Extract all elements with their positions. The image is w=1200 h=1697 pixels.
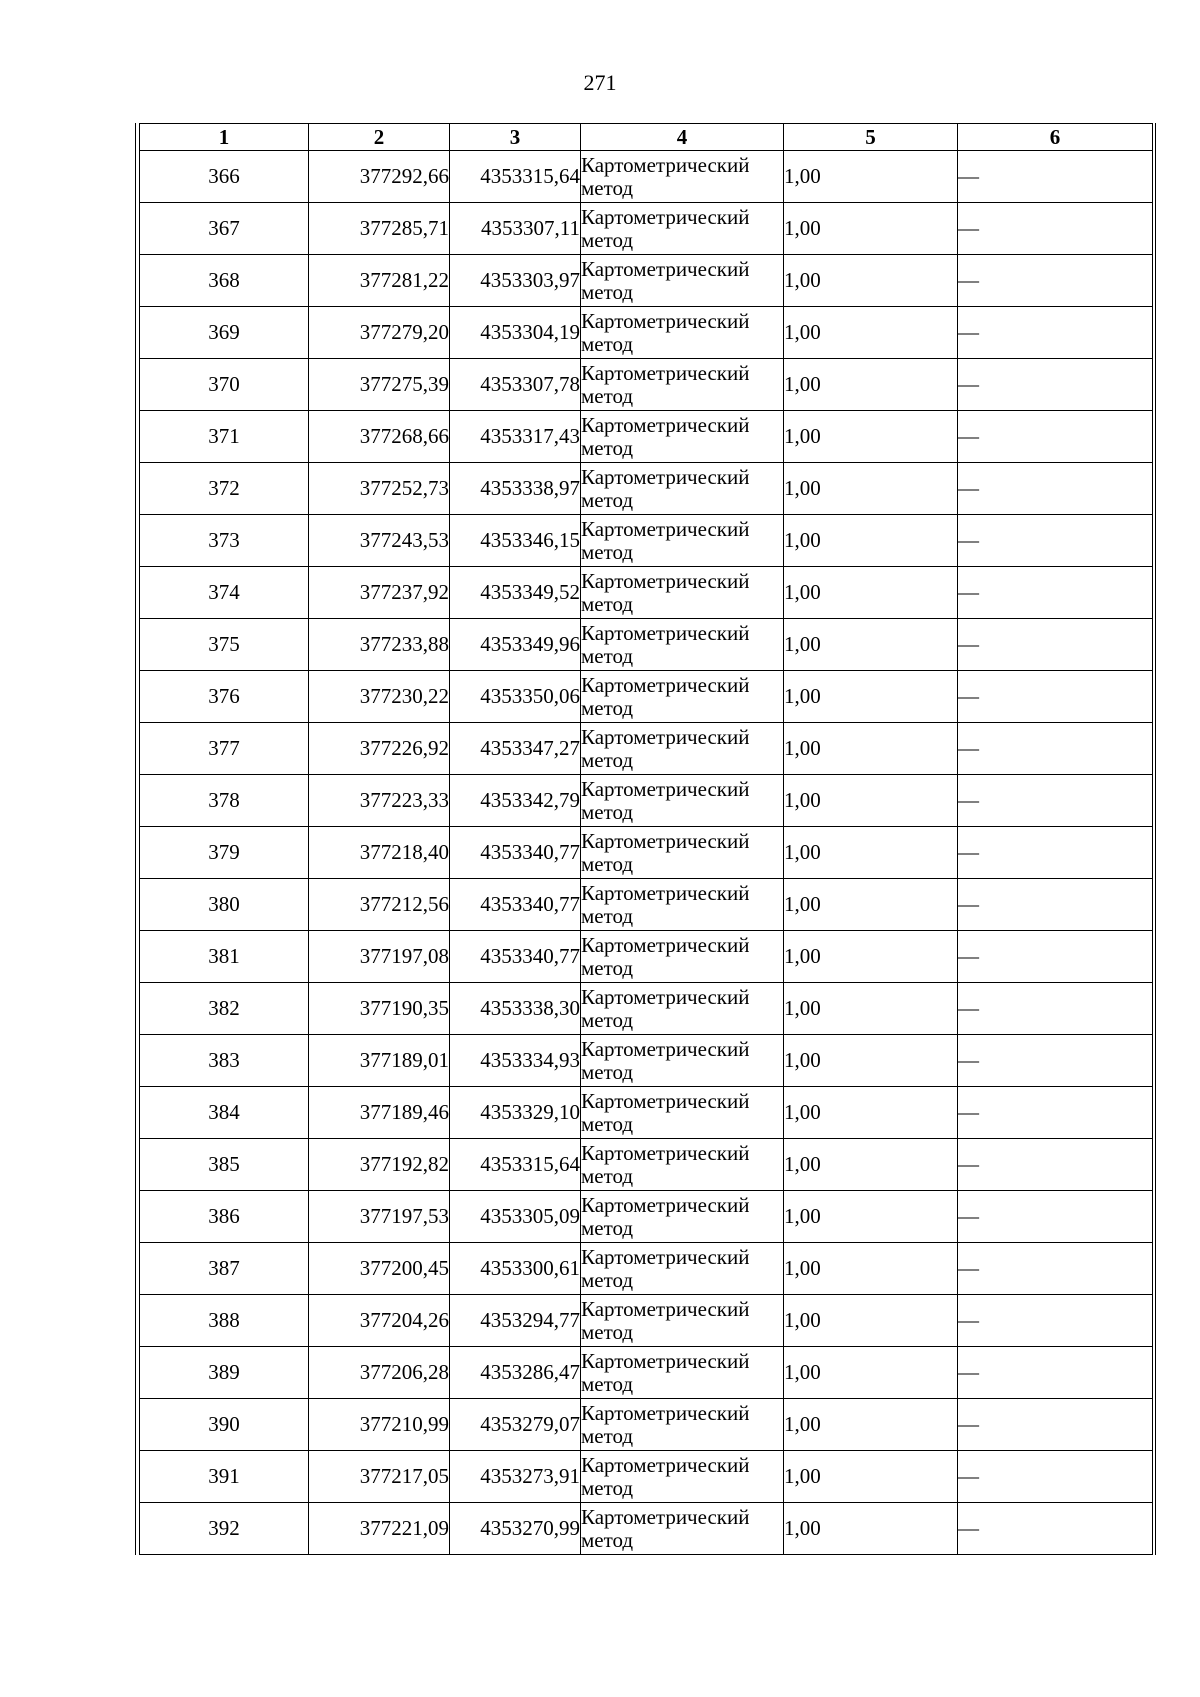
method-text-line1: Картометрический (581, 724, 750, 749)
accuracy-cell: 1,00 (784, 1503, 958, 1555)
point-number-cell: 372 (140, 463, 309, 515)
y-coordinate-cell: 4353340,77 (450, 931, 581, 983)
method-text-line2: метод (581, 1423, 634, 1448)
accuracy-cell: 1,00 (784, 983, 958, 1035)
accuracy-cell: 1,00 (784, 515, 958, 567)
table-row (140, 515, 1153, 567)
method-cell (581, 567, 784, 619)
description-cell: — (958, 931, 1153, 983)
x-coordinate-cell: 377217,05 (309, 1451, 450, 1503)
method-text-line1: Картометрический (581, 776, 750, 801)
accuracy-cell: 1,00 (784, 1191, 958, 1243)
method-text-line2: метод (581, 1527, 634, 1552)
method-text-line2: метод (581, 1111, 634, 1136)
description-cell: — (958, 827, 1153, 879)
description-cell: — (958, 619, 1153, 671)
y-coordinate-cell: 4353338,30 (450, 983, 581, 1035)
x-coordinate-cell: 377206,28 (309, 1347, 450, 1399)
table-row (140, 203, 1153, 255)
method-text-line1: Картометрический (581, 204, 750, 229)
table-row (140, 463, 1153, 515)
method-cell (581, 671, 784, 723)
x-coordinate-cell: 377279,20 (309, 307, 450, 359)
y-coordinate-cell: 4353334,93 (450, 1035, 581, 1087)
column-header-2: 2 (309, 124, 450, 151)
method-text-line2: метод (581, 539, 634, 564)
point-number-cell: 386 (140, 1191, 309, 1243)
point-number-cell: 390 (140, 1399, 309, 1451)
description-cell: — (958, 983, 1153, 1035)
accuracy-cell: 1,00 (784, 1087, 958, 1139)
table-row (140, 931, 1153, 983)
method-cell (581, 931, 784, 983)
y-coordinate-cell: 4353286,47 (450, 1347, 581, 1399)
x-coordinate-cell: 377212,56 (309, 879, 450, 931)
x-coordinate-cell: 377197,53 (309, 1191, 450, 1243)
method-text-line2: метод (581, 1007, 634, 1032)
accuracy-cell: 1,00 (784, 1243, 958, 1295)
method-cell (581, 619, 784, 671)
description-cell: — (958, 359, 1153, 411)
description-cell: — (958, 1503, 1153, 1555)
method-text-line2: метод (581, 695, 634, 720)
point-number-cell: 391 (140, 1451, 309, 1503)
x-coordinate-cell: 377189,01 (309, 1035, 450, 1087)
method-text-line1: Картометрический (581, 1036, 750, 1061)
column-header-3: 3 (450, 124, 581, 151)
x-coordinate-cell: 377210,99 (309, 1399, 450, 1451)
description-cell: — (958, 203, 1153, 255)
description-cell: — (958, 1295, 1153, 1347)
accuracy-cell: 1,00 (784, 1399, 958, 1451)
accuracy-cell: 1,00 (784, 619, 958, 671)
method-text-line2: метод (581, 383, 634, 408)
point-number-cell: 389 (140, 1347, 309, 1399)
x-coordinate-cell: 377221,09 (309, 1503, 450, 1555)
method-text-line1: Картометрический (581, 1504, 750, 1529)
y-coordinate-cell: 4353342,79 (450, 775, 581, 827)
method-text-line1: Картометрический (581, 1244, 750, 1269)
point-number-cell: 392 (140, 1503, 309, 1555)
table-row (140, 1295, 1153, 1347)
x-coordinate-cell: 377268,66 (309, 411, 450, 463)
x-coordinate-cell: 377197,08 (309, 931, 450, 983)
point-number-cell: 370 (140, 359, 309, 411)
method-cell (581, 723, 784, 775)
point-number-cell: 369 (140, 307, 309, 359)
point-number-cell: 388 (140, 1295, 309, 1347)
accuracy-cell: 1,00 (784, 723, 958, 775)
x-coordinate-cell: 377230,22 (309, 671, 450, 723)
x-coordinate-cell: 377204,26 (309, 1295, 450, 1347)
description-cell: — (958, 775, 1153, 827)
method-text-line2: метод (581, 1371, 634, 1396)
y-coordinate-cell: 4353307,11 (450, 203, 581, 255)
method-text-line2: метод (581, 279, 634, 304)
column-header-6: 6 (958, 124, 1153, 151)
accuracy-cell: 1,00 (784, 359, 958, 411)
method-cell (581, 411, 784, 463)
description-cell: — (958, 723, 1153, 775)
method-text-line1: Картометрический (581, 308, 750, 333)
table-row (140, 567, 1153, 619)
accuracy-cell: 1,00 (784, 307, 958, 359)
y-coordinate-cell: 4353273,91 (450, 1451, 581, 1503)
description-cell: — (958, 463, 1153, 515)
y-coordinate-cell: 4353305,09 (450, 1191, 581, 1243)
table-row (140, 255, 1153, 307)
method-text-line1: Картометрический (581, 1348, 750, 1373)
y-coordinate-cell: 4353307,78 (450, 359, 581, 411)
method-text-line2: метод (581, 955, 634, 980)
description-cell: — (958, 1451, 1153, 1503)
x-coordinate-cell: 377233,88 (309, 619, 450, 671)
accuracy-cell: 1,00 (784, 775, 958, 827)
method-text-line2: метод (581, 851, 634, 876)
table-row (140, 151, 1153, 203)
y-coordinate-cell: 4353317,43 (450, 411, 581, 463)
table-row (140, 827, 1153, 879)
method-text-line1: Картометрический (581, 1400, 750, 1425)
method-text-line2: метод (581, 903, 634, 928)
method-text-line2: метод (581, 747, 634, 772)
x-coordinate-cell: 377192,82 (309, 1139, 450, 1191)
table-header-row (140, 124, 1153, 151)
table-row (140, 775, 1153, 827)
method-text-line1: Картометрический (581, 880, 750, 905)
method-text-line2: метод (581, 1059, 634, 1084)
accuracy-cell: 1,00 (784, 411, 958, 463)
coordinates-table (139, 123, 1153, 1555)
description-cell: — (958, 515, 1153, 567)
method-cell (581, 1399, 784, 1451)
method-text-line1: Картометрический (581, 464, 750, 489)
table-row (140, 619, 1153, 671)
x-coordinate-cell: 377218,40 (309, 827, 450, 879)
point-number-cell: 375 (140, 619, 309, 671)
accuracy-cell: 1,00 (784, 879, 958, 931)
point-number-cell: 366 (140, 151, 309, 203)
y-coordinate-cell: 4353279,07 (450, 1399, 581, 1451)
column-header-1: 1 (140, 124, 309, 151)
description-cell: — (958, 255, 1153, 307)
method-cell (581, 1139, 784, 1191)
method-cell (581, 307, 784, 359)
method-text-line1: Картометрический (581, 1452, 750, 1477)
accuracy-cell: 1,00 (784, 671, 958, 723)
method-text-line1: Картометрический (581, 984, 750, 1009)
point-number-cell: 381 (140, 931, 309, 983)
point-number-cell: 376 (140, 671, 309, 723)
accuracy-cell: 1,00 (784, 567, 958, 619)
y-coordinate-cell: 4353329,10 (450, 1087, 581, 1139)
method-text-line2: метод (581, 435, 634, 460)
x-coordinate-cell: 377190,35 (309, 983, 450, 1035)
y-coordinate-cell: 4353349,52 (450, 567, 581, 619)
method-cell (581, 775, 784, 827)
method-cell (581, 151, 784, 203)
point-number-cell: 383 (140, 1035, 309, 1087)
method-cell (581, 1451, 784, 1503)
x-coordinate-cell: 377223,33 (309, 775, 450, 827)
description-cell: — (958, 879, 1153, 931)
description-cell: — (958, 1139, 1153, 1191)
method-text-line2: метод (581, 1215, 634, 1240)
method-cell (581, 359, 784, 411)
method-cell (581, 1295, 784, 1347)
accuracy-cell: 1,00 (784, 463, 958, 515)
method-text-line1: Картометрический (581, 568, 750, 593)
y-coordinate-cell: 4353304,19 (450, 307, 581, 359)
method-text-line1: Картометрический (581, 152, 750, 177)
table-row (140, 1503, 1153, 1555)
table-row (140, 983, 1153, 1035)
method-text-line1: Картометрический (581, 1296, 750, 1321)
method-text-line1: Картометрический (581, 412, 750, 437)
table-row (140, 1399, 1153, 1451)
x-coordinate-cell: 377189,46 (309, 1087, 450, 1139)
accuracy-cell: 1,00 (784, 1451, 958, 1503)
table-row (140, 359, 1153, 411)
table-row (140, 1347, 1153, 1399)
point-number-cell: 385 (140, 1139, 309, 1191)
y-coordinate-cell: 4353346,15 (450, 515, 581, 567)
description-cell: — (958, 671, 1153, 723)
method-text-line2: метод (581, 227, 634, 252)
table-row (140, 1035, 1153, 1087)
method-text-line2: метод (581, 1267, 634, 1292)
y-coordinate-cell: 4353270,99 (450, 1503, 581, 1555)
method-text-line1: Картометрический (581, 1088, 750, 1113)
method-text-line2: метод (581, 591, 634, 616)
x-coordinate-cell: 377275,39 (309, 359, 450, 411)
description-cell: — (958, 1191, 1153, 1243)
point-number-cell: 367 (140, 203, 309, 255)
column-header-4: 4 (581, 124, 784, 151)
description-cell: — (958, 1035, 1153, 1087)
method-cell (581, 1035, 784, 1087)
table-body (140, 151, 1153, 1555)
point-number-cell: 377 (140, 723, 309, 775)
method-cell (581, 827, 784, 879)
accuracy-cell: 1,00 (784, 1035, 958, 1087)
column-header-5: 5 (784, 124, 958, 151)
accuracy-cell: 1,00 (784, 1347, 958, 1399)
method-text-line1: Картометрический (581, 672, 750, 697)
table-row (140, 879, 1153, 931)
method-cell (581, 1191, 784, 1243)
method-text-line2: метод (581, 175, 634, 200)
x-coordinate-cell: 377252,73 (309, 463, 450, 515)
table-row (140, 1139, 1153, 1191)
description-cell: — (958, 1399, 1153, 1451)
method-cell (581, 1347, 784, 1399)
accuracy-cell: 1,00 (784, 151, 958, 203)
method-text-line2: метод (581, 1163, 634, 1188)
accuracy-cell: 1,00 (784, 827, 958, 879)
point-number-cell: 382 (140, 983, 309, 1035)
method-text-line2: метод (581, 643, 634, 668)
description-cell: — (958, 411, 1153, 463)
point-number-cell: 373 (140, 515, 309, 567)
method-text-line1: Картометрический (581, 932, 750, 957)
y-coordinate-cell: 4353350,06 (450, 671, 581, 723)
description-cell: — (958, 1087, 1153, 1139)
point-number-cell: 371 (140, 411, 309, 463)
y-coordinate-cell: 4353294,77 (450, 1295, 581, 1347)
x-coordinate-cell: 377243,53 (309, 515, 450, 567)
table-row (140, 723, 1153, 775)
description-cell: — (958, 1243, 1153, 1295)
coordinates-table-container (139, 123, 1152, 1555)
method-text-line1: Картометрический (581, 516, 750, 541)
table-row (140, 1451, 1153, 1503)
x-coordinate-cell: 377285,71 (309, 203, 450, 255)
method-text-line2: метод (581, 1475, 634, 1500)
method-text-line2: метод (581, 331, 634, 356)
method-text-line1: Картометрический (581, 828, 750, 853)
point-number-cell: 379 (140, 827, 309, 879)
accuracy-cell: 1,00 (784, 1295, 958, 1347)
table-row (140, 1191, 1153, 1243)
description-cell: — (958, 1347, 1153, 1399)
table-row (140, 307, 1153, 359)
method-cell (581, 1243, 784, 1295)
accuracy-cell: 1,00 (784, 255, 958, 307)
x-coordinate-cell: 377226,92 (309, 723, 450, 775)
x-coordinate-cell: 377292,66 (309, 151, 450, 203)
method-cell (581, 255, 784, 307)
y-coordinate-cell: 4353338,97 (450, 463, 581, 515)
method-cell (581, 983, 784, 1035)
method-text-line2: метод (581, 487, 634, 512)
point-number-cell: 380 (140, 879, 309, 931)
x-coordinate-cell: 377281,22 (309, 255, 450, 307)
x-coordinate-cell: 377200,45 (309, 1243, 450, 1295)
table-row (140, 411, 1153, 463)
y-coordinate-cell: 4353303,97 (450, 255, 581, 307)
method-text-line1: Картометрический (581, 256, 750, 281)
point-number-cell: 368 (140, 255, 309, 307)
accuracy-cell: 1,00 (784, 931, 958, 983)
y-coordinate-cell: 4353340,77 (450, 827, 581, 879)
y-coordinate-cell: 4353300,61 (450, 1243, 581, 1295)
method-text-line1: Картометрический (581, 360, 750, 385)
description-cell: — (958, 151, 1153, 203)
point-number-cell: 387 (140, 1243, 309, 1295)
description-cell: — (958, 567, 1153, 619)
method-cell (581, 879, 784, 931)
y-coordinate-cell: 4353349,96 (450, 619, 581, 671)
accuracy-cell: 1,00 (784, 203, 958, 255)
y-coordinate-cell: 4353315,64 (450, 151, 581, 203)
method-text-line1: Картометрический (581, 1192, 750, 1217)
method-text-line1: Картометрический (581, 620, 750, 645)
method-cell (581, 1503, 784, 1555)
method-cell (581, 515, 784, 567)
page-number: 271 (583, 70, 617, 95)
table-row (140, 1243, 1153, 1295)
y-coordinate-cell: 4353315,64 (450, 1139, 581, 1191)
point-number-cell: 378 (140, 775, 309, 827)
y-coordinate-cell: 4353347,27 (450, 723, 581, 775)
x-coordinate-cell: 377237,92 (309, 567, 450, 619)
method-text-line2: метод (581, 1319, 634, 1344)
point-number-cell: 374 (140, 567, 309, 619)
table-row (140, 1087, 1153, 1139)
method-text-line1: Картометрический (581, 1140, 750, 1165)
method-text-line2: метод (581, 799, 634, 824)
table-row (140, 671, 1153, 723)
method-cell (581, 203, 784, 255)
description-cell: — (958, 307, 1153, 359)
accuracy-cell: 1,00 (784, 1139, 958, 1191)
y-coordinate-cell: 4353340,77 (450, 879, 581, 931)
method-cell (581, 463, 784, 515)
point-number-cell: 384 (140, 1087, 309, 1139)
method-cell (581, 1087, 784, 1139)
